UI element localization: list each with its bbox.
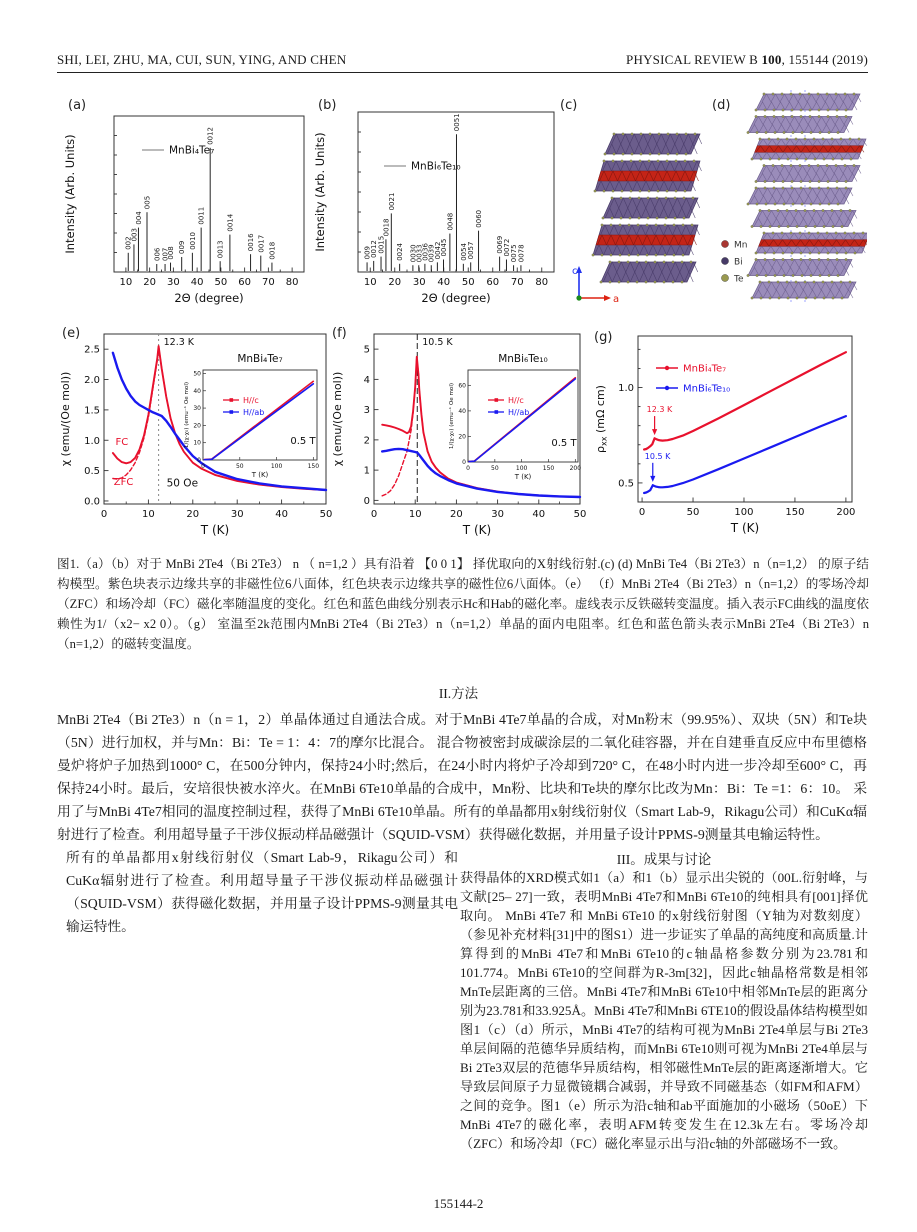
svg-text:100: 100 <box>515 465 528 472</box>
svg-text:005: 005 <box>143 195 152 210</box>
svg-text:0048: 0048 <box>446 212 455 231</box>
xrd-chart-mnbi6te10 <box>308 92 560 314</box>
svg-text:H//ab: H//ab <box>243 407 265 417</box>
svg-text:MnBi₆Te₁₀: MnBi₆Te₁₀ <box>498 353 548 365</box>
svg-text:c: c <box>572 266 578 277</box>
svg-text:0: 0 <box>197 457 201 464</box>
svg-text:0: 0 <box>100 509 108 520</box>
svg-text:10: 10 <box>408 509 422 520</box>
svg-text:0018: 0018 <box>268 241 277 260</box>
svg-text:0057: 0057 <box>467 241 476 260</box>
svg-text:1: 1 <box>363 465 370 477</box>
svg-text:0012: 0012 <box>206 126 215 145</box>
results-heading: III。成果与讨论 <box>616 852 712 867</box>
svg-text:MnBi₄Te₇: MnBi₄Te₇ <box>683 363 727 375</box>
svg-text:Intensity (Arb. Units): Intensity (Arb. Units) <box>63 134 77 254</box>
svg-text:50: 50 <box>319 509 333 520</box>
svg-text:50: 50 <box>491 465 499 472</box>
svg-text:10: 10 <box>363 277 377 288</box>
svg-text:2: 2 <box>363 435 370 447</box>
svg-text:0021: 0021 <box>387 192 396 211</box>
svg-text:009: 009 <box>363 245 372 260</box>
results-paragraph: 获得晶体的XRD模式如1（a）和1（b）显示出尖锐的（00L.衍射峰，与文献[25– 27]一致，表明MnBi 4Te7和MnBi 6Te10的纯相具有[001]择优取向。 MnBi 4Te7 和 MnBi 6Te10 的x射线衍射图（Y轴为对数刻度）（参见补充材料[31]中的图S1）进一步证实了单晶的高纯度和高质量.计算得到的MnBi 4Te7和MnBi 6Te10的c轴晶格参数分别为23.781和101.774。MnBi 6Te10的空间群为R-3m[32]，因此c轴晶格常数是相邻MnTe层距离的三倍。MnBi 4Te7和MnBi 6Te10中相邻MnTe层的距离分别为23.781和33.925Å。MnBi 4Te7和MnBi 6TE10的假设晶体结构模型如图1（c）（d）所示，MnBi 4Te7的结构可视为MnBi 2Te4单层与Bi 2Te3单层间隔的范德华异质结构，而MnBi 6Te10则可视为MnBi 2Te4单层与Bi 2Te3双层的范德华异质结构，相邻磁性MnTe层的距离逐渐增大。它导致层间原子力显微镜耦合减弱，并导致不同磁基态（如FM和AFM）之间的竞争。图1（e）所示为沿c轴和ab平面施加的小磁场（50oE）下MnBi 4Te7的磁化率，表明AFM转变发生在12.3k左右。零场冷却（ZFC）和场冷却（FC）磁化率显示出与沿c轴的外部磁场不一致。 <box>460 870 868 1151</box>
svg-text:0036: 0036 <box>421 242 430 261</box>
svg-text:20: 20 <box>458 433 466 441</box>
svg-text:20: 20 <box>186 509 200 520</box>
svg-text:12.3 K: 12.3 K <box>163 337 195 348</box>
svg-text:0017: 0017 <box>257 234 266 253</box>
svg-text:1/(χ-χ₀) (emu⁻¹ Oe mol): 1/(χ-χ₀) (emu⁻¹ Oe mol) <box>184 381 190 449</box>
svg-text:10.5 K: 10.5 K <box>644 451 671 461</box>
svg-text:0011: 0011 <box>197 206 206 225</box>
svg-text:20: 20 <box>450 509 463 520</box>
svg-text:0.0: 0.0 <box>84 496 100 508</box>
svg-text:0060: 0060 <box>475 209 484 228</box>
svg-text:0: 0 <box>363 495 370 507</box>
svg-text:150: 150 <box>785 507 805 518</box>
svg-text:0039: 0039 <box>427 244 436 263</box>
svg-text:0030: 0030 <box>409 244 418 263</box>
svg-text:50: 50 <box>573 509 587 520</box>
panel-label-f: (f) <box>332 326 347 341</box>
svg-text:0012: 0012 <box>370 240 379 258</box>
svg-text:004: 004 <box>134 211 143 225</box>
header-authors: SHI, LEI, ZHU, MA, CUI, SUN, YING, AND CHEN <box>57 52 347 67</box>
svg-text:10: 10 <box>193 439 201 447</box>
svg-text:30: 30 <box>230 509 244 520</box>
svg-text:003: 003 <box>130 228 139 242</box>
svg-text:0024: 0024 <box>396 242 405 261</box>
svg-text:50: 50 <box>461 277 475 288</box>
svg-text:T (K): T (K) <box>514 473 532 481</box>
svg-text:0010: 0010 <box>188 231 197 250</box>
svg-text:30: 30 <box>193 405 201 413</box>
svg-text:0069: 0069 <box>496 235 505 254</box>
svg-text:002: 002 <box>124 236 133 250</box>
svg-text:MnBi₆Te₁₀: MnBi₆Te₁₀ <box>411 160 461 173</box>
page-header <box>57 52 868 68</box>
svg-text:T (K): T (K) <box>462 523 492 537</box>
svg-text:30: 30 <box>412 277 426 288</box>
svg-text:0: 0 <box>201 463 205 470</box>
svg-text:006: 006 <box>153 247 162 261</box>
svg-text:100: 100 <box>270 463 283 470</box>
svg-text:MnBi₄Te₇: MnBi₄Te₇ <box>237 353 283 365</box>
svg-text:2Θ (degree): 2Θ (degree) <box>421 291 491 305</box>
svg-text:40: 40 <box>193 387 201 395</box>
svg-text:007: 007 <box>161 247 170 261</box>
header-rule <box>57 72 868 73</box>
svg-text:50: 50 <box>686 507 700 518</box>
methods-heading: II.方法 <box>438 686 479 701</box>
svg-text:009: 009 <box>178 240 187 254</box>
svg-text:2Θ (degree): 2Θ (degree) <box>174 291 244 305</box>
panel-label-a: (a) <box>68 98 87 113</box>
svg-text:0033: 0033 <box>415 244 424 263</box>
svg-text:ρxx (mΩ cm): $\rho_{xx}$ (mΩ cm) <box>594 385 609 453</box>
svg-text:T (K): T (K) <box>251 471 269 479</box>
svg-text:008: 008 <box>167 246 176 260</box>
svg-text:0072: 0072 <box>502 238 511 257</box>
panel-label-b: (b) <box>318 98 337 113</box>
susceptibility-chart-mnbi6te10 <box>328 314 588 546</box>
header-journal: PHYSICAL REVIEW B 100, 155144 (2019) <box>626 52 868 67</box>
svg-text:MnBi₄Te₇: MnBi₄Te₇ <box>169 144 215 157</box>
svg-text:10: 10 <box>119 277 133 288</box>
svg-text:0013: 0013 <box>216 240 225 259</box>
svg-text:20: 20 <box>143 277 156 288</box>
left-column-paragraph: 所有的单晶都用x射线衍射仪（Smart Lab-9，Rikagu公司）和CuKα辐射进行了检查。利用超导量子干涉仪振动样品磁强计（SQUID-VSM）获得磁化数据，并用量子设计PPMS-9测量其电输运特性。 <box>66 850 458 934</box>
svg-text:50 Oe: 50 Oe <box>166 477 199 490</box>
svg-text:70: 70 <box>262 277 275 288</box>
svg-text:10: 10 <box>142 509 155 520</box>
svg-text:12.3 K: 12.3 K <box>646 405 673 415</box>
svg-text:0015: 0015 <box>377 235 386 254</box>
svg-text:20: 20 <box>388 277 402 288</box>
xrd-chart-mnbi4te7 <box>58 92 310 314</box>
svg-text:0075: 0075 <box>510 244 519 263</box>
resistivity-chart <box>590 314 868 546</box>
susceptibility-chart-mnbi4te7 <box>56 314 336 546</box>
svg-text:0045: 0045 <box>440 238 449 257</box>
svg-text:40: 40 <box>190 277 204 288</box>
svg-text:0.5 T: 0.5 T <box>290 436 316 447</box>
svg-text:χ (emu/(Oe mol)): χ (emu/(Oe mol)) <box>59 371 72 467</box>
svg-text:150: 150 <box>307 463 320 470</box>
svg-text:0018: 0018 <box>382 218 391 237</box>
svg-text:0042: 0042 <box>433 241 442 260</box>
svg-text:80: 80 <box>285 277 299 288</box>
svg-text:H//c: H//c <box>243 395 259 405</box>
svg-text:ZFC: ZFC <box>113 477 134 489</box>
crystal-structure-panels <box>553 86 867 316</box>
svg-text:Bi: Bi <box>734 257 743 268</box>
svg-text:FC: FC <box>115 437 129 449</box>
svg-text:χ (emu/(Oe mol)): χ (emu/(Oe mol)) <box>331 371 344 467</box>
svg-text:2.0: 2.0 <box>84 375 100 387</box>
svg-text:100: 100 <box>734 507 754 518</box>
svg-text:10.5 K: 10.5 K <box>422 337 453 348</box>
svg-text:4: 4 <box>363 374 370 386</box>
svg-text:2.5: 2.5 <box>84 344 100 356</box>
svg-text:1.0: 1.0 <box>618 383 634 395</box>
panel-label-d: (d) <box>712 98 731 113</box>
svg-text:0: 0 <box>638 507 646 518</box>
svg-text:40: 40 <box>532 509 546 520</box>
figure-caption: 图1.（a）（b）对于 MnBi 2Te4（Bi 2Te3） n （ n=1,2 ）具有沿着 【0 0 1】 择优取向的X射线衍射.(c) (d) MnBi Te4（Bi 2Te3）n（n=1,2） 的原子结构模型。紫色块表示边缘共享的非磁性位6八面体，红色块表示边缘共享的磁性位6八面体。（e） （f）MnBi 2Te4（Bi 2Te3）n（n=1,2）的零场冷却（ZFC）和场冷却（FC）磁化率随温度的变化。红色和蓝色曲线分别表示Hc和Hab的磁化率。虚线表示反铁磁转变温度。插入表示FC曲线的温度依赖性为1/（x2− x2 0）。（g） 室温至2k范围内MnBi 2Te4（Bi 2Te3）n（n=1,2）单晶的面内电阻率。红色和蓝色箭头表示MnBi 2Te4（Bi 2Te3）n（n=1,2）的磁转变温度。 <box>57 557 869 651</box>
svg-text:0: 0 <box>462 459 466 466</box>
methods-paragraph: MnBi 2Te4（Bi 2Te3）n（n = 1，2）单晶体通过自通法合成。对于MnBi 4Te7单晶的合成，对Mn粉末（99.95%）、双块（5N）和Te块（5N）进行加权，并与Mn：Bi：Te = 1：4：7的摩尔比混合。 混合物被密封成碳涂层的二氧化硅容器，并在自建垂直反应中布里德格曼炉将炉子加热到1000° C，在500分钟内，保持24小时;然后，在24小时内将炉子冷却到720° C，在48小时内进一步冷却至600° C，再保持24小时。最后，安培很快被水淬火。在MnBi 6Te10单晶的合成中，Mn粉、比块和Te块的摩尔比改为Mn：Bi：Te =1：6：10。 采用了与MnBi 4Te7相同的温度控制过程，获得了MnBi 6Te10单晶。所有的单晶都用x射线衍射仪（Smart Lab-9，Rikagu公司）和CuKα辐射进行了检查。利用超导量子干涉仪振动样品磁强计（SQUID-VSM）获得磁化数据，并用量子设计PPMS-9测量其电输运特性。 <box>57 712 867 842</box>
svg-text:70: 70 <box>510 277 524 288</box>
svg-text:T (K): T (K) <box>730 521 760 535</box>
svg-text:Te: Te <box>734 274 744 285</box>
svg-text:0051: 0051 <box>452 113 461 132</box>
svg-text:200: 200 <box>836 507 856 518</box>
svg-text:60: 60 <box>486 277 500 288</box>
svg-text:40: 40 <box>437 277 451 288</box>
svg-text:0078: 0078 <box>517 244 526 263</box>
panel-label-e: (e) <box>62 326 81 341</box>
svg-text:50: 50 <box>214 277 228 288</box>
svg-text:50: 50 <box>235 463 244 470</box>
svg-text:0: 0 <box>370 509 378 520</box>
svg-text:20: 20 <box>193 422 201 430</box>
svg-text:1/(χ-χ₀) (emu⁻¹ Oe mol): 1/(χ-χ₀) (emu⁻¹ Oe mol) <box>449 382 455 450</box>
svg-text:40: 40 <box>458 407 466 415</box>
svg-text:200: 200 <box>569 465 582 472</box>
svg-text:H//ab: H//ab <box>508 407 530 417</box>
svg-text:MnBi₆Te₁₀: MnBi₆Te₁₀ <box>683 383 731 395</box>
svg-text:Mn: Mn <box>734 240 748 251</box>
svg-text:Intensity (Arb. Units): Intensity (Arb. Units) <box>313 132 327 252</box>
svg-text:0014: 0014 <box>226 213 235 232</box>
svg-text:50: 50 <box>193 370 201 378</box>
svg-text:80: 80 <box>535 277 549 288</box>
page-number: 155144-2 <box>433 1196 484 1211</box>
svg-text:1.5: 1.5 <box>84 405 100 417</box>
panel-label-g: (g) <box>594 330 613 345</box>
svg-text:0016: 0016 <box>247 233 256 252</box>
svg-text:0.5: 0.5 <box>84 466 100 478</box>
svg-text:0054: 0054 <box>459 242 468 261</box>
svg-text:60: 60 <box>238 277 251 288</box>
svg-text:30: 30 <box>167 277 180 288</box>
svg-text:60: 60 <box>458 382 466 390</box>
svg-text:0.5 T: 0.5 T <box>551 438 577 449</box>
svg-text:30: 30 <box>491 509 504 520</box>
svg-text:0.5: 0.5 <box>618 478 634 490</box>
svg-text:150: 150 <box>542 465 555 472</box>
svg-text:3: 3 <box>363 405 370 417</box>
panel-label-c: (c) <box>560 98 578 113</box>
svg-text:a: a <box>613 294 620 305</box>
svg-text:0: 0 <box>466 465 470 472</box>
svg-text:T (K): T (K) <box>200 523 230 537</box>
svg-text:5: 5 <box>363 344 370 356</box>
svg-text:1.0: 1.0 <box>84 435 100 447</box>
svg-text:40: 40 <box>275 509 288 520</box>
svg-text:H//c: H//c <box>508 395 524 405</box>
